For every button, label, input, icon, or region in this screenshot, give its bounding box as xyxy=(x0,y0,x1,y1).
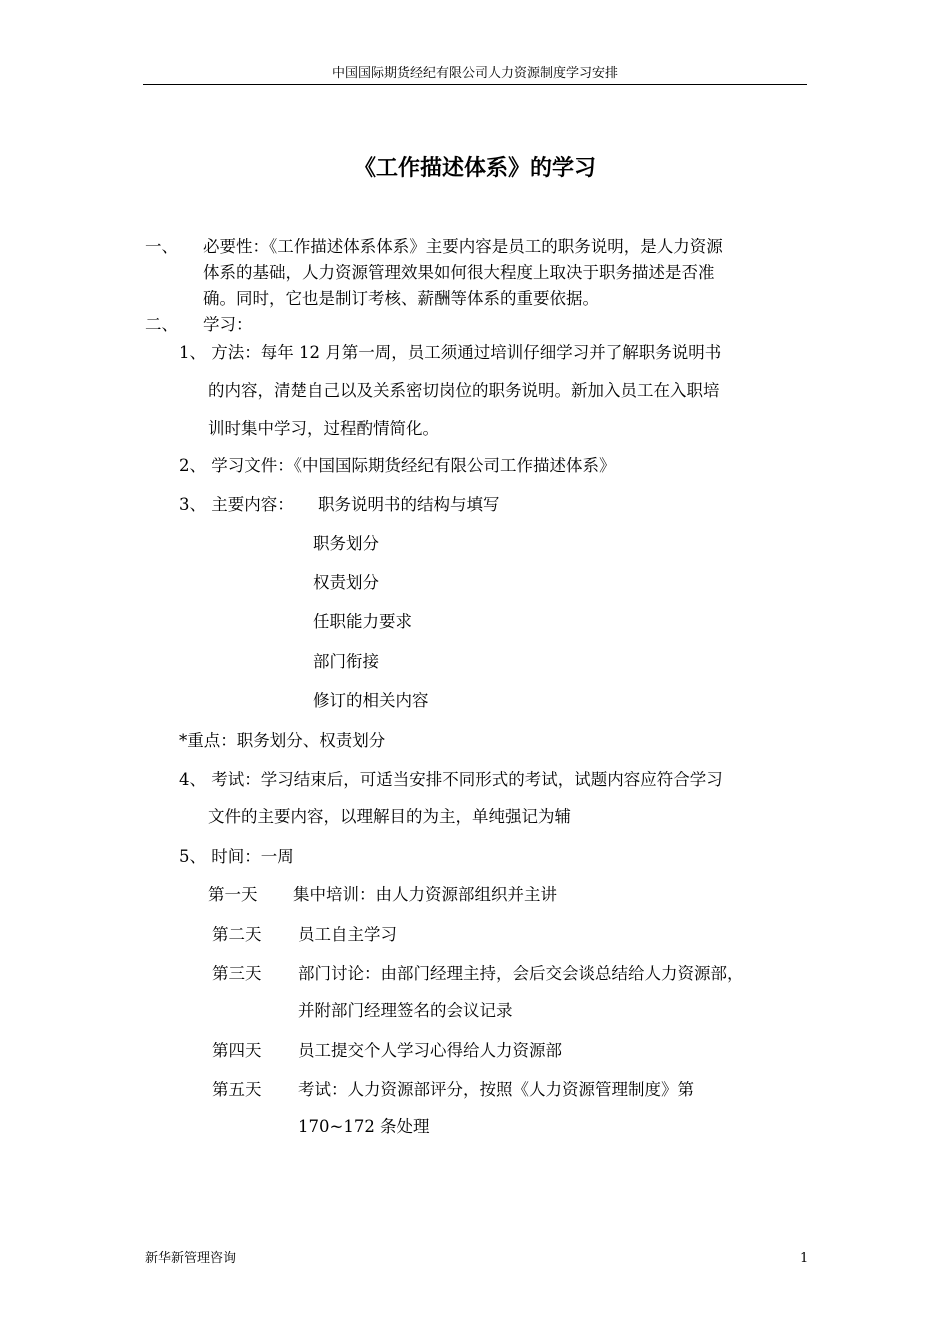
section-1-line: 体系的基础，人力资源管理效果如何很大程度上取决于职务描述是否准 xyxy=(203,263,715,282)
content-list-item: 权责划分 xyxy=(313,573,379,592)
schedule-day-label: 第五天 xyxy=(212,1080,262,1099)
key-point-note: *重点：职务划分、权责划分 xyxy=(179,731,386,750)
schedule-day-desc: 员工自主学习 xyxy=(298,925,397,944)
header-rule xyxy=(143,84,807,85)
item-5-label: 5、 时间：一周 xyxy=(179,847,294,866)
schedule-day-desc: 170~172 条处理 xyxy=(298,1117,430,1136)
section-1-line: 确。同时，它也是制订考核、薪酬等体系的重要依据。 xyxy=(203,289,599,308)
schedule-day-desc: 部门讨论：由部门经理主持，会后交会谈总结给人力资源部， xyxy=(298,964,744,983)
item-4-line: 4、 考试：学习结束后，可适当安排不同形式的考试，试题内容应符合学习 xyxy=(179,770,723,789)
schedule-day-desc: 集中培训：由人力资源部组织并主讲 xyxy=(293,885,557,904)
page-number: 1 xyxy=(800,1251,809,1266)
schedule-day-label: 第三天 xyxy=(212,964,262,983)
item-1-line: 训时集中学习，过程酌情简化。 xyxy=(208,419,439,438)
item-4-line: 文件的主要内容，以理解目的为主，单纯强记为辅 xyxy=(208,807,571,826)
schedule-day-label: 第二天 xyxy=(212,925,262,944)
content-list-item: 任职能力要求 xyxy=(313,612,412,631)
section-2-number: 二、 xyxy=(145,315,178,334)
section-1-number: 一、 xyxy=(145,237,178,256)
schedule-day-desc: 考试：人力资源部评分，按照《人力资源管理制度》第 xyxy=(298,1080,694,1099)
content-list-item: 职务说明书的结构与填写 xyxy=(318,495,500,514)
schedule-day-label: 第四天 xyxy=(212,1041,262,1060)
schedule-day-desc: 员工提交个人学习心得给人力资源部 xyxy=(298,1041,562,1060)
schedule-day-desc: 并附部门经理签名的会议记录 xyxy=(298,1001,513,1020)
content-list-item: 修订的相关内容 xyxy=(313,691,429,710)
document-title: 《工作描述体系》的学习 xyxy=(353,156,596,181)
item-3-label: 3、 主要内容： xyxy=(179,495,294,514)
item-2-line: 2、 学习文件：《中国国际期货经纪有限公司工作描述体系》 xyxy=(179,456,616,475)
schedule-day-label: 第一天 xyxy=(208,885,258,904)
content-list-item: 职务划分 xyxy=(313,534,379,553)
section-1-line: 必要性：《工作描述体系体系》主要内容是员工的职务说明，是人力资源 xyxy=(203,237,723,256)
item-1-line: 的内容，清楚自己以及关系密切岗位的职务说明。新加入员工在入职培 xyxy=(208,381,720,400)
section-2-label: 学习： xyxy=(203,315,253,334)
footer-company: 新华新管理咨询 xyxy=(145,1251,237,1266)
page-header: 中国国际期货经纪有限公司人力资源制度学习安排 xyxy=(331,66,618,81)
item-1-line: 1、 方法：每年 12 月第一周，员工须通过培训仔细学习并了解职务说明书 xyxy=(179,343,722,362)
content-list-item: 部门衔接 xyxy=(313,652,379,671)
